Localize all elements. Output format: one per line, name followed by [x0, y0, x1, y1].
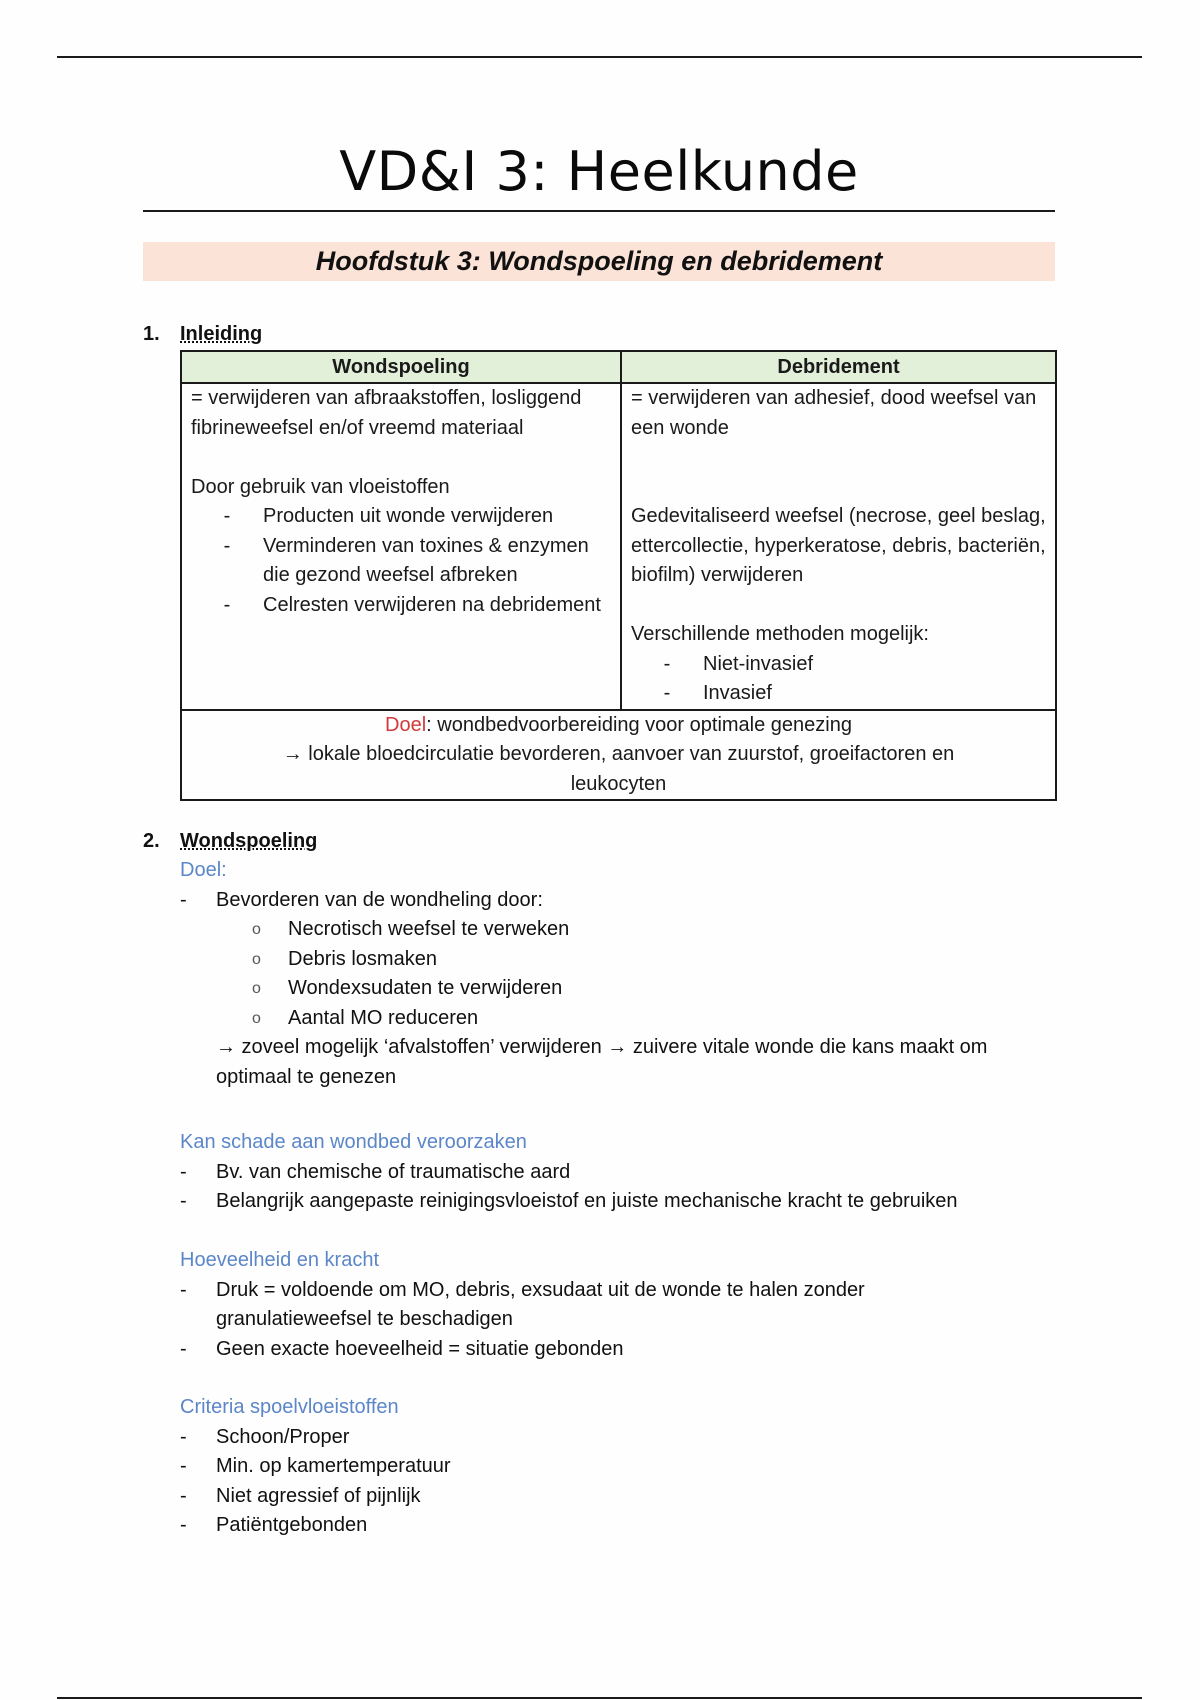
- doel-conclusion: → zoveel mogelijk ‘afvalstoffen’ verwijderen → zuivere vitale wonde die kans maakt om optimaal te genezen: [216, 1036, 988, 1088]
- table-row: [181, 383, 1056, 710]
- page-top-rule: [57, 56, 1142, 58]
- chapter-heading: [143, 242, 1055, 281]
- debridement-detail: Gedevitaliseerd weefsel (necrose, geel beslag, ettercollectie, hyperkeratose, debris, bacteriën, biofilm) verwijderen: [631, 505, 1046, 586]
- dash-bullet-icon: -: [180, 1337, 187, 1360]
- list-item: o Aantal MO reduceren: [180, 1004, 1060, 1034]
- list-item: - Invasief: [631, 679, 1046, 709]
- list-item: - Celresten verwijderen na debridement: [191, 591, 611, 621]
- wondspoeling-definition: = verwijderen van afbraakstoffen, losliggend fibrineweefsel en/of vreemd materiaal: [191, 387, 582, 439]
- list-item: o Debris losmaken: [180, 945, 1060, 975]
- circle-bullet-icon: o: [252, 1009, 261, 1027]
- list-item: - Bevorderen van de wondheling door:: [180, 886, 1060, 916]
- list-item: o Necrotisch weefsel te verweken: [180, 915, 1060, 945]
- section-heading-wondspoeling: [143, 827, 317, 856]
- dash-bullet-icon: -: [180, 1160, 187, 1183]
- circle-bullet-icon: o: [252, 921, 261, 938]
- criteria-subheading: Criteria spoelvloeistoffen: [180, 1396, 399, 1418]
- list-item: o Wondexsudaten te verwijderen: [180, 974, 1060, 1004]
- dash-bullet-icon: -: [663, 682, 671, 704]
- dash-bullet-icon: -: [223, 505, 231, 527]
- dash-bullet-icon: -: [180, 1484, 187, 1507]
- list-item: - Patiëntgebonden: [180, 1511, 1060, 1541]
- section-number: 1.: [143, 323, 160, 345]
- doel-subheading: Doel:: [180, 859, 227, 881]
- list-item: - Schoon/Proper: [180, 1423, 1060, 1453]
- list-item: - Bv. van chemische of traumatische aard: [180, 1158, 1060, 1188]
- goal-text: : wondbedvoorbereiding voor optimale genezing: [426, 713, 852, 736]
- goal-arrow-text: → lokale bloedcirculatie bevorderen, aanvoer van zuurstof, groeifactoren en leukocyten: [282, 743, 955, 795]
- title-underline: [143, 210, 1055, 212]
- dash-bullet-icon: -: [180, 1514, 187, 1536]
- section-number: 2.: [143, 830, 160, 852]
- section-title: Inleiding: [180, 323, 263, 345]
- goal-cell: [181, 710, 1056, 801]
- hoeveelheid-block: [180, 1246, 1060, 1364]
- hoeveelheid-subheading: Hoeveelheid en kracht: [180, 1249, 380, 1271]
- table-header-debridement: Debridement: [621, 351, 1056, 383]
- table-header-row: [181, 351, 1056, 383]
- schade-block: [180, 1128, 1060, 1217]
- page-bottom-rule: [57, 1697, 1142, 1699]
- list-item: - Niet agressief of pijnlijk: [180, 1482, 1060, 1512]
- circle-bullet-icon: o: [252, 980, 261, 997]
- schade-subheading: Kan schade aan wondbed veroorzaken: [180, 1131, 527, 1153]
- list-item: - Producten uit wonde verwijderen: [191, 502, 611, 532]
- debridement-methods-intro: Verschillende methoden mogelijk:: [631, 623, 929, 645]
- dash-bullet-icon: -: [223, 593, 231, 616]
- dash-bullet-icon: -: [180, 888, 187, 911]
- wondspoeling-cell: [181, 383, 621, 710]
- list-item: - Geen exacte hoeveelheid = situatie gebonden: [180, 1335, 1060, 1365]
- list-item: - Min. op kamertemperatuur: [180, 1452, 1060, 1482]
- section-heading-inleiding: [143, 320, 262, 349]
- dash-bullet-icon: -: [180, 1425, 187, 1448]
- dash-bullet-icon: -: [223, 534, 231, 557]
- debridement-definition: = verwijderen van adhesief, dood weefsel van een wonde: [631, 387, 1037, 439]
- list-item: - Belangrijk aangepaste reinigingsvloeistof en juiste mechanische kracht te gebruiken: [180, 1187, 1060, 1217]
- list-item: - Druk = voldoende om MO, debris, exsudaat uit de wonde te halen zonder granulatieweefsel te beschadigen: [180, 1276, 1060, 1335]
- goal-label: Doel: [385, 713, 427, 736]
- table-header-wondspoeling: Wondspoeling: [181, 351, 621, 383]
- chapter-heading-text: Hoofdstuk 3: Wondspoeling en debridement: [315, 246, 883, 276]
- list-item: - Niet-invasief: [631, 650, 1046, 680]
- dash-bullet-icon: -: [180, 1190, 187, 1212]
- wondspoeling-intro: Door gebruik van vloeistoffen: [191, 475, 450, 498]
- debridement-cell: [621, 383, 1056, 710]
- document-title: VD&I 3: Heelkunde: [339, 140, 859, 203]
- circle-bullet-icon: o: [252, 950, 261, 968]
- dash-bullet-icon: -: [663, 652, 671, 675]
- table-goal-row: [181, 710, 1056, 801]
- dash-bullet-icon: -: [180, 1455, 187, 1477]
- intro-comparison-table: [180, 350, 1057, 801]
- doel-block: [180, 856, 1060, 1092]
- goal-line: [191, 711, 1046, 741]
- list-item: - Verminderen van toxines & enzymen die gezond weefsel afbreken: [191, 532, 611, 591]
- section-title: Wondspoeling: [180, 830, 318, 852]
- criteria-block: [180, 1393, 1060, 1541]
- dash-bullet-icon: -: [180, 1278, 187, 1301]
